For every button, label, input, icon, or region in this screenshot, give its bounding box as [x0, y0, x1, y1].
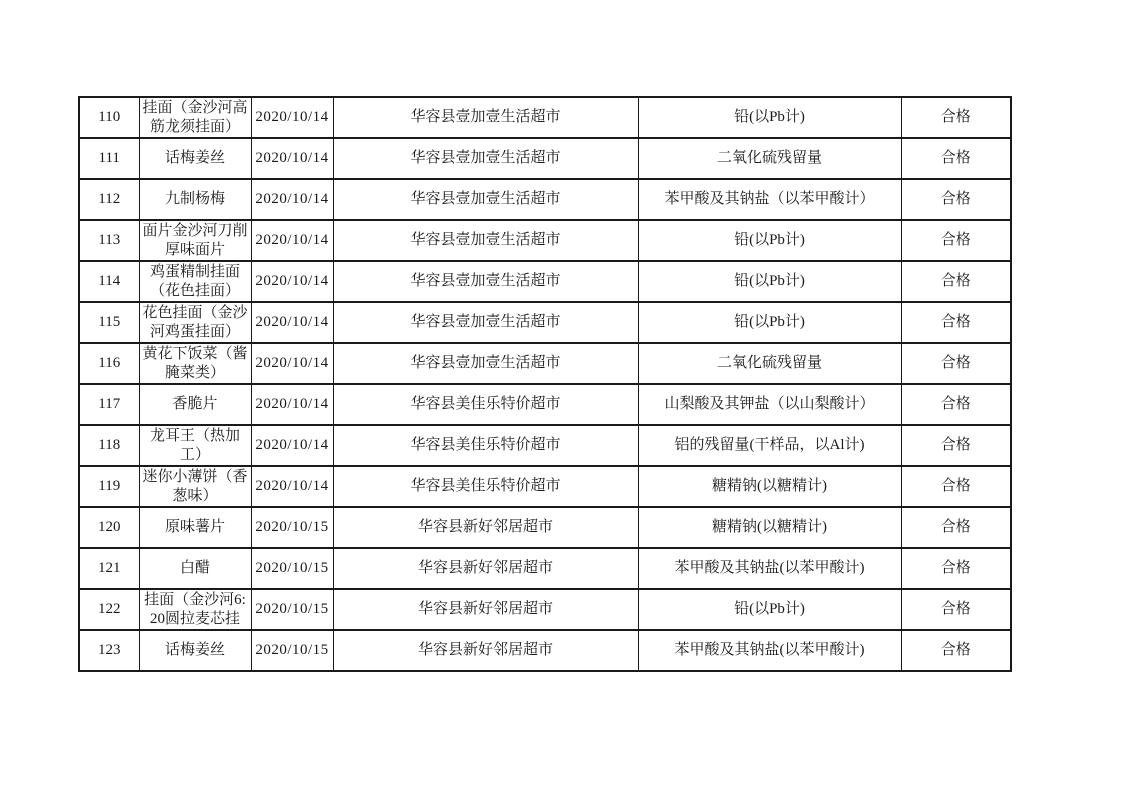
table-row — [79, 138, 1011, 179]
cell-product-name: 迷你小薄饼（香葱味） — [139, 466, 251, 507]
cell-inspection-date: 2020/10/15 — [251, 548, 333, 589]
table-row — [79, 179, 1011, 220]
table-row — [79, 425, 1011, 466]
cell-test-item: 苯甲酸及其钠盐(以苯甲酸计) — [638, 548, 901, 589]
table-row — [79, 466, 1011, 507]
table-body — [79, 97, 1011, 671]
table-row — [79, 302, 1011, 343]
cell-store-name: 华容县壹加壹生活超市 — [333, 261, 638, 302]
cell-result: 合格 — [901, 302, 1011, 343]
cell-result: 合格 — [901, 179, 1011, 220]
cell-test-item: 铅(以Pb计) — [638, 589, 901, 630]
cell-store-name: 华容县美佳乐特价超市 — [333, 384, 638, 425]
cell-result: 合格 — [901, 630, 1011, 671]
table-row — [79, 220, 1011, 261]
table-row — [79, 507, 1011, 548]
cell-sample-number: 112 — [79, 179, 139, 220]
cell-inspection-date: 2020/10/14 — [251, 261, 333, 302]
cell-sample-number: 123 — [79, 630, 139, 671]
cell-product-name: 鸡蛋精制挂面（花色挂面） — [139, 261, 251, 302]
table-row — [79, 384, 1011, 425]
cell-inspection-date: 2020/10/14 — [251, 179, 333, 220]
cell-inspection-date: 2020/10/14 — [251, 343, 333, 384]
cell-sample-number: 113 — [79, 220, 139, 261]
cell-test-item: 铅(以Pb计) — [638, 97, 901, 138]
cell-sample-number: 115 — [79, 302, 139, 343]
cell-test-item: 铅(以Pb计) — [638, 220, 901, 261]
cell-store-name: 华容县壹加壹生活超市 — [333, 343, 638, 384]
cell-sample-number: 117 — [79, 384, 139, 425]
cell-store-name: 华容县美佳乐特价超市 — [333, 425, 638, 466]
cell-result: 合格 — [901, 384, 1011, 425]
cell-product-name: 花色挂面（金沙河鸡蛋挂面） — [139, 302, 251, 343]
cell-inspection-date: 2020/10/15 — [251, 589, 333, 630]
cell-inspection-date: 2020/10/15 — [251, 630, 333, 671]
cell-result: 合格 — [901, 261, 1011, 302]
cell-test-item: 苯甲酸及其钠盐（以苯甲酸计） — [638, 179, 901, 220]
cell-test-item: 二氧化硫残留量 — [638, 343, 901, 384]
table-row — [79, 630, 1011, 671]
inspection-results-table — [78, 96, 1012, 672]
cell-product-name: 原味薯片 — [139, 507, 251, 548]
cell-store-name: 华容县壹加壹生活超市 — [333, 302, 638, 343]
table-row — [79, 589, 1011, 630]
cell-store-name: 华容县新好邻居超市 — [333, 589, 638, 630]
cell-result: 合格 — [901, 548, 1011, 589]
cell-test-item: 铅(以Pb计) — [638, 302, 901, 343]
cell-sample-number: 110 — [79, 97, 139, 138]
cell-store-name: 华容县壹加壹生活超市 — [333, 97, 638, 138]
cell-product-name: 话梅姜丝 — [139, 138, 251, 179]
cell-test-item: 二氧化硫残留量 — [638, 138, 901, 179]
cell-result: 合格 — [901, 466, 1011, 507]
cell-product-name: 挂面（金沙河高筋龙须挂面） — [139, 97, 251, 138]
cell-store-name: 华容县美佳乐特价超市 — [333, 466, 638, 507]
cell-store-name: 华容县壹加壹生活超市 — [333, 179, 638, 220]
cell-inspection-date: 2020/10/14 — [251, 97, 333, 138]
cell-product-name: 香脆片 — [139, 384, 251, 425]
cell-store-name: 华容县新好邻居超市 — [333, 630, 638, 671]
cell-product-name: 挂面（金沙河6: 20圆拉麦芯挂 — [139, 589, 251, 630]
cell-store-name: 华容县壹加壹生活超市 — [333, 220, 638, 261]
cell-sample-number: 119 — [79, 466, 139, 507]
cell-sample-number: 118 — [79, 425, 139, 466]
cell-product-name: 面片金沙河刀削厚味面片 — [139, 220, 251, 261]
cell-result: 合格 — [901, 97, 1011, 138]
cell-result: 合格 — [901, 425, 1011, 466]
cell-sample-number: 121 — [79, 548, 139, 589]
cell-test-item: 苯甲酸及其钠盐(以苯甲酸计) — [638, 630, 901, 671]
cell-result: 合格 — [901, 507, 1011, 548]
cell-inspection-date: 2020/10/14 — [251, 425, 333, 466]
cell-product-name: 话梅姜丝 — [139, 630, 251, 671]
cell-product-name: 黄花下饭菜（酱腌菜类） — [139, 343, 251, 384]
cell-inspection-date: 2020/10/14 — [251, 302, 333, 343]
cell-result: 合格 — [901, 589, 1011, 630]
cell-inspection-date: 2020/10/14 — [251, 220, 333, 261]
cell-inspection-date: 2020/10/15 — [251, 507, 333, 548]
cell-product-name: 白醋 — [139, 548, 251, 589]
cell-sample-number: 114 — [79, 261, 139, 302]
cell-test-item: 糖精钠(以糖精计) — [638, 466, 901, 507]
table-row — [79, 97, 1011, 138]
cell-sample-number: 122 — [79, 589, 139, 630]
cell-test-item: 糖精钠(以糖精计) — [638, 507, 901, 548]
cell-store-name: 华容县新好邻居超市 — [333, 507, 638, 548]
cell-inspection-date: 2020/10/14 — [251, 466, 333, 507]
cell-store-name: 华容县壹加壹生活超市 — [333, 138, 638, 179]
cell-product-name: 九制杨梅 — [139, 179, 251, 220]
cell-product-name: 龙耳王（热加工） — [139, 425, 251, 466]
cell-store-name: 华容县新好邻居超市 — [333, 548, 638, 589]
cell-test-item: 铅(以Pb计) — [638, 261, 901, 302]
cell-result: 合格 — [901, 220, 1011, 261]
cell-inspection-date: 2020/10/14 — [251, 384, 333, 425]
cell-sample-number: 116 — [79, 343, 139, 384]
cell-inspection-date: 2020/10/14 — [251, 138, 333, 179]
cell-result: 合格 — [901, 343, 1011, 384]
cell-result: 合格 — [901, 138, 1011, 179]
table-row — [79, 343, 1011, 384]
table-row — [79, 261, 1011, 302]
cell-test-item: 山梨酸及其钾盐（以山梨酸计） — [638, 384, 901, 425]
table-row — [79, 548, 1011, 589]
cell-sample-number: 120 — [79, 507, 139, 548]
cell-test-item: 铝的残留量(干样品，以Al计) — [638, 425, 901, 466]
cell-sample-number: 111 — [79, 138, 139, 179]
